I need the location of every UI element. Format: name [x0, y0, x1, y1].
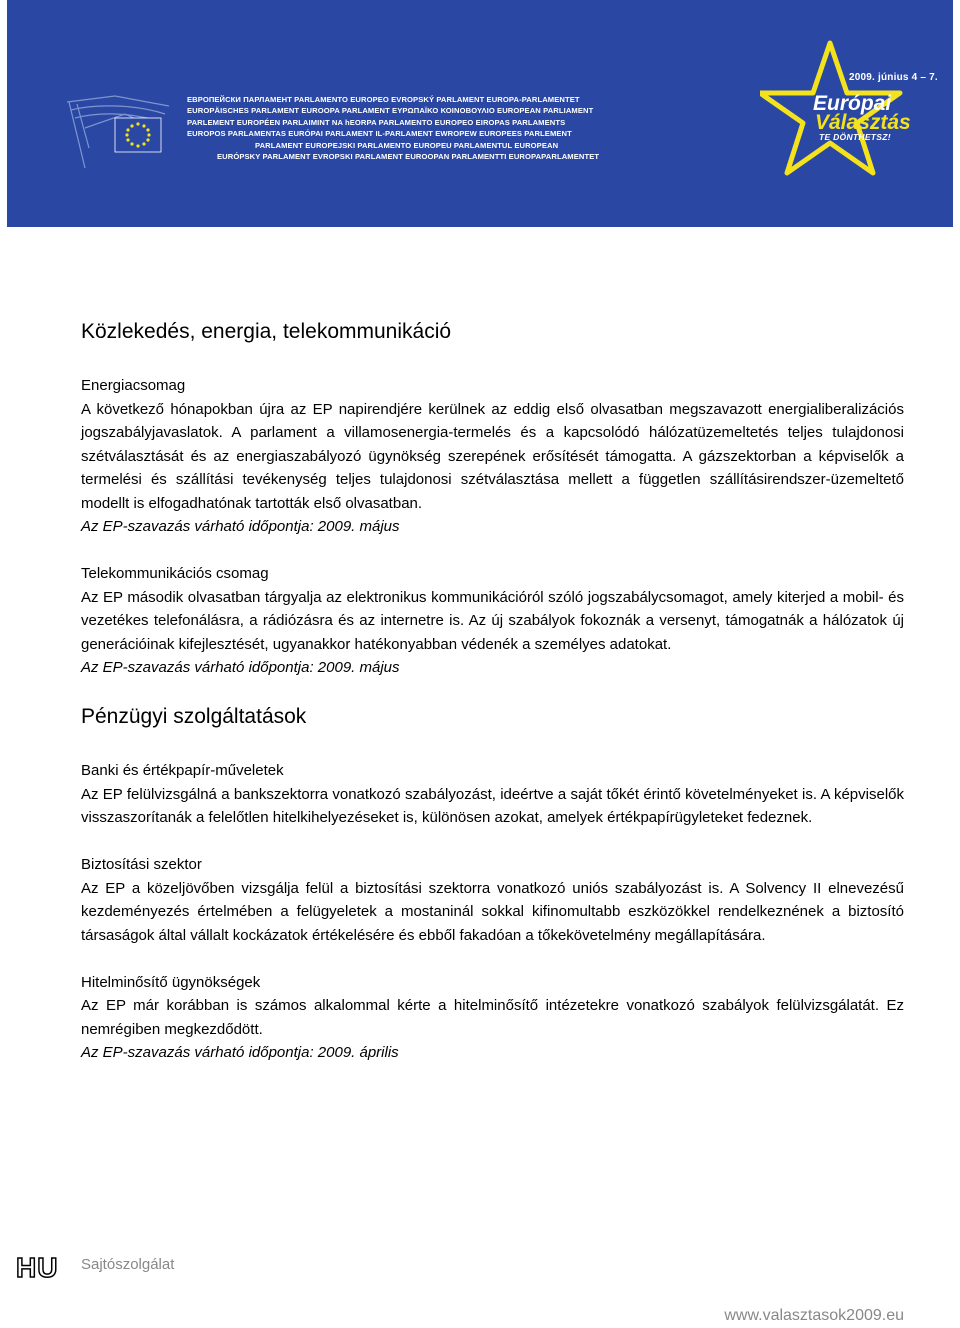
item-body: Az EP második olvasatban tárgyalja az elektronikus kommunikációról szóló jogszabálycsomagot, amely kiterjed a mobil- és vezetékes telefonálásra, a rádiózásra és az internetre is. Az új szabályok fokoznák a versenyt, támogatnák a hálózatok új generációinak kifejlesztését, ugyanakkor hatékonyabban védenék a személyes adatokat.	[81, 588, 904, 653]
item-subheading: Energiacsomag	[81, 377, 186, 394]
item-body: Az EP felülvizsgálná a bankszektorra vonatkozó szabályozást, ideértve a saját tőkét érintő követelményeket is. A képviselők visszaszorítanák a felelőtlen hitelkihelyezéseket is, különösen azokat, amelyek értékpapírügyleteket fedeznek.	[81, 785, 904, 826]
parliament-names-line: EUROPOS PARLAMENTAS EURÓPAI PARLAMENT IL-PARLAMENT EWROPEW EUROPEES PARLEMENT	[187, 129, 572, 139]
logo-slogan: TE DÖNTHETSZ!	[819, 132, 891, 142]
election-date: 2009. június 4 – 7.	[849, 72, 938, 83]
item-block	[81, 374, 904, 539]
vote-date: Az EP-szavazás várható időpontja: 2009. április	[81, 1044, 399, 1061]
parliament-names-line: EURÓPSKY PARLAMENT EVROPSKI PARLAMENT EUROOPAN PARLAMENTTI EUROPAPARLAMENTET	[217, 151, 600, 161]
item-body: Az EP a közeljövőben vizsgálja felül a biztosítási szektorra vonatkozó uniós szabályozást is. A Solvency II elnevezésű kezdeményezés értelmében a felügyeletek a mostaninál sokkal kifinomultabb eszközökkel rendelkeznének a biztosító társaságok által vállalt kockázatok értékelésére és ebből fakadóan a tőkekövetelmény megállapítására.	[81, 879, 904, 944]
header-banner	[7, 0, 953, 227]
item-body: Az EP már korábban is számos alkalommal kérte a hitelminősítő intézetekre vonatkozó szabályok felülvizsgálatát. Ez nemrégiben megkezdődött.	[81, 997, 904, 1038]
item-subheading: Hitelminősítő ügynökségek	[81, 973, 261, 991]
language-code: HU	[16, 1252, 59, 1283]
parliament-names-line: EUROPÄISCHES PARLAMENT EUROOPA PARLAMENT ΕΥΡΩΠΑΪΚΟ ΚΟΙΝΟΒΟΥΛΙΟ EUROPEAN PARLIAMENT	[187, 106, 594, 116]
document-body	[81, 318, 904, 1088]
item-text	[81, 586, 904, 680]
item-block	[81, 562, 904, 680]
parliament-names-line: PARLEMENT EUROPÉEN PARLAIMINT NA hEORPA PARLAMENTO EUROPEO EIROPAS PARLAMENTS	[187, 117, 566, 127]
item-subheading: Banki és értékpapír-műveletek	[81, 762, 284, 779]
item-text	[81, 877, 904, 948]
section-heading: Pénzügyi szolgáltatások	[81, 705, 307, 728]
item-subheading: Telekommunikációs csomag	[81, 565, 269, 582]
section-heading: Közlekedés, energia, telekommunikáció	[81, 320, 452, 343]
item-body: A következő hónapokban újra az EP napirendjére kerülnek az eddig első olvasatban megszavazott energialiberalizációs jogszabályjavaslatok. A parlament a villamosenergia-termelés és a kapcsolódó hálózatüzemeltetés teljes tulajdonosi szétválasztását és az energiaszabályozó ügynökség szerepének erősítését támogatta. A gázszektorban a képviselők a termelési és szállítási tevékenység teljes tulajdonosi szétválasztása mellett a független szállításirendszer-üzemeltető modellt is elfogadhatónak tartották első olvasatban.	[81, 400, 904, 512]
item-block	[81, 853, 904, 947]
logo-word-europai: Európai	[813, 92, 892, 115]
european-parliament-logo	[65, 88, 175, 178]
parliament-names-line: ЕВРОПЕЙСКИ ПАРЛАМЕНТ PARLAMENTO EUROPEO EVROPSKÝ PARLAMENT EUROPA-PARLAMENTET	[187, 95, 580, 104]
item-text	[81, 994, 904, 1065]
item-text	[81, 783, 904, 830]
item-block	[81, 971, 904, 1065]
parliament-names-line: PARLAMENT EUROPEJSKI PARLAMENTO EUROPEU PARLAMENTUL EUROPEAN	[255, 140, 559, 150]
logo-word-valasztas: Választás	[815, 111, 911, 134]
parliament-names	[187, 94, 617, 162]
website-link[interactable]: www.valasztasok2009.eu	[724, 1307, 904, 1324]
vote-date: Az EP-szavazás várható időpontja: 2009. május	[81, 518, 400, 535]
item-block	[81, 759, 904, 830]
vote-date: Az EP-szavazás várható időpontja: 2009. május	[81, 659, 400, 676]
item-text	[81, 398, 904, 539]
item-subheading: Biztosítási szektor	[81, 856, 202, 873]
press-service-label: Sajtószolgálat	[81, 1256, 175, 1273]
